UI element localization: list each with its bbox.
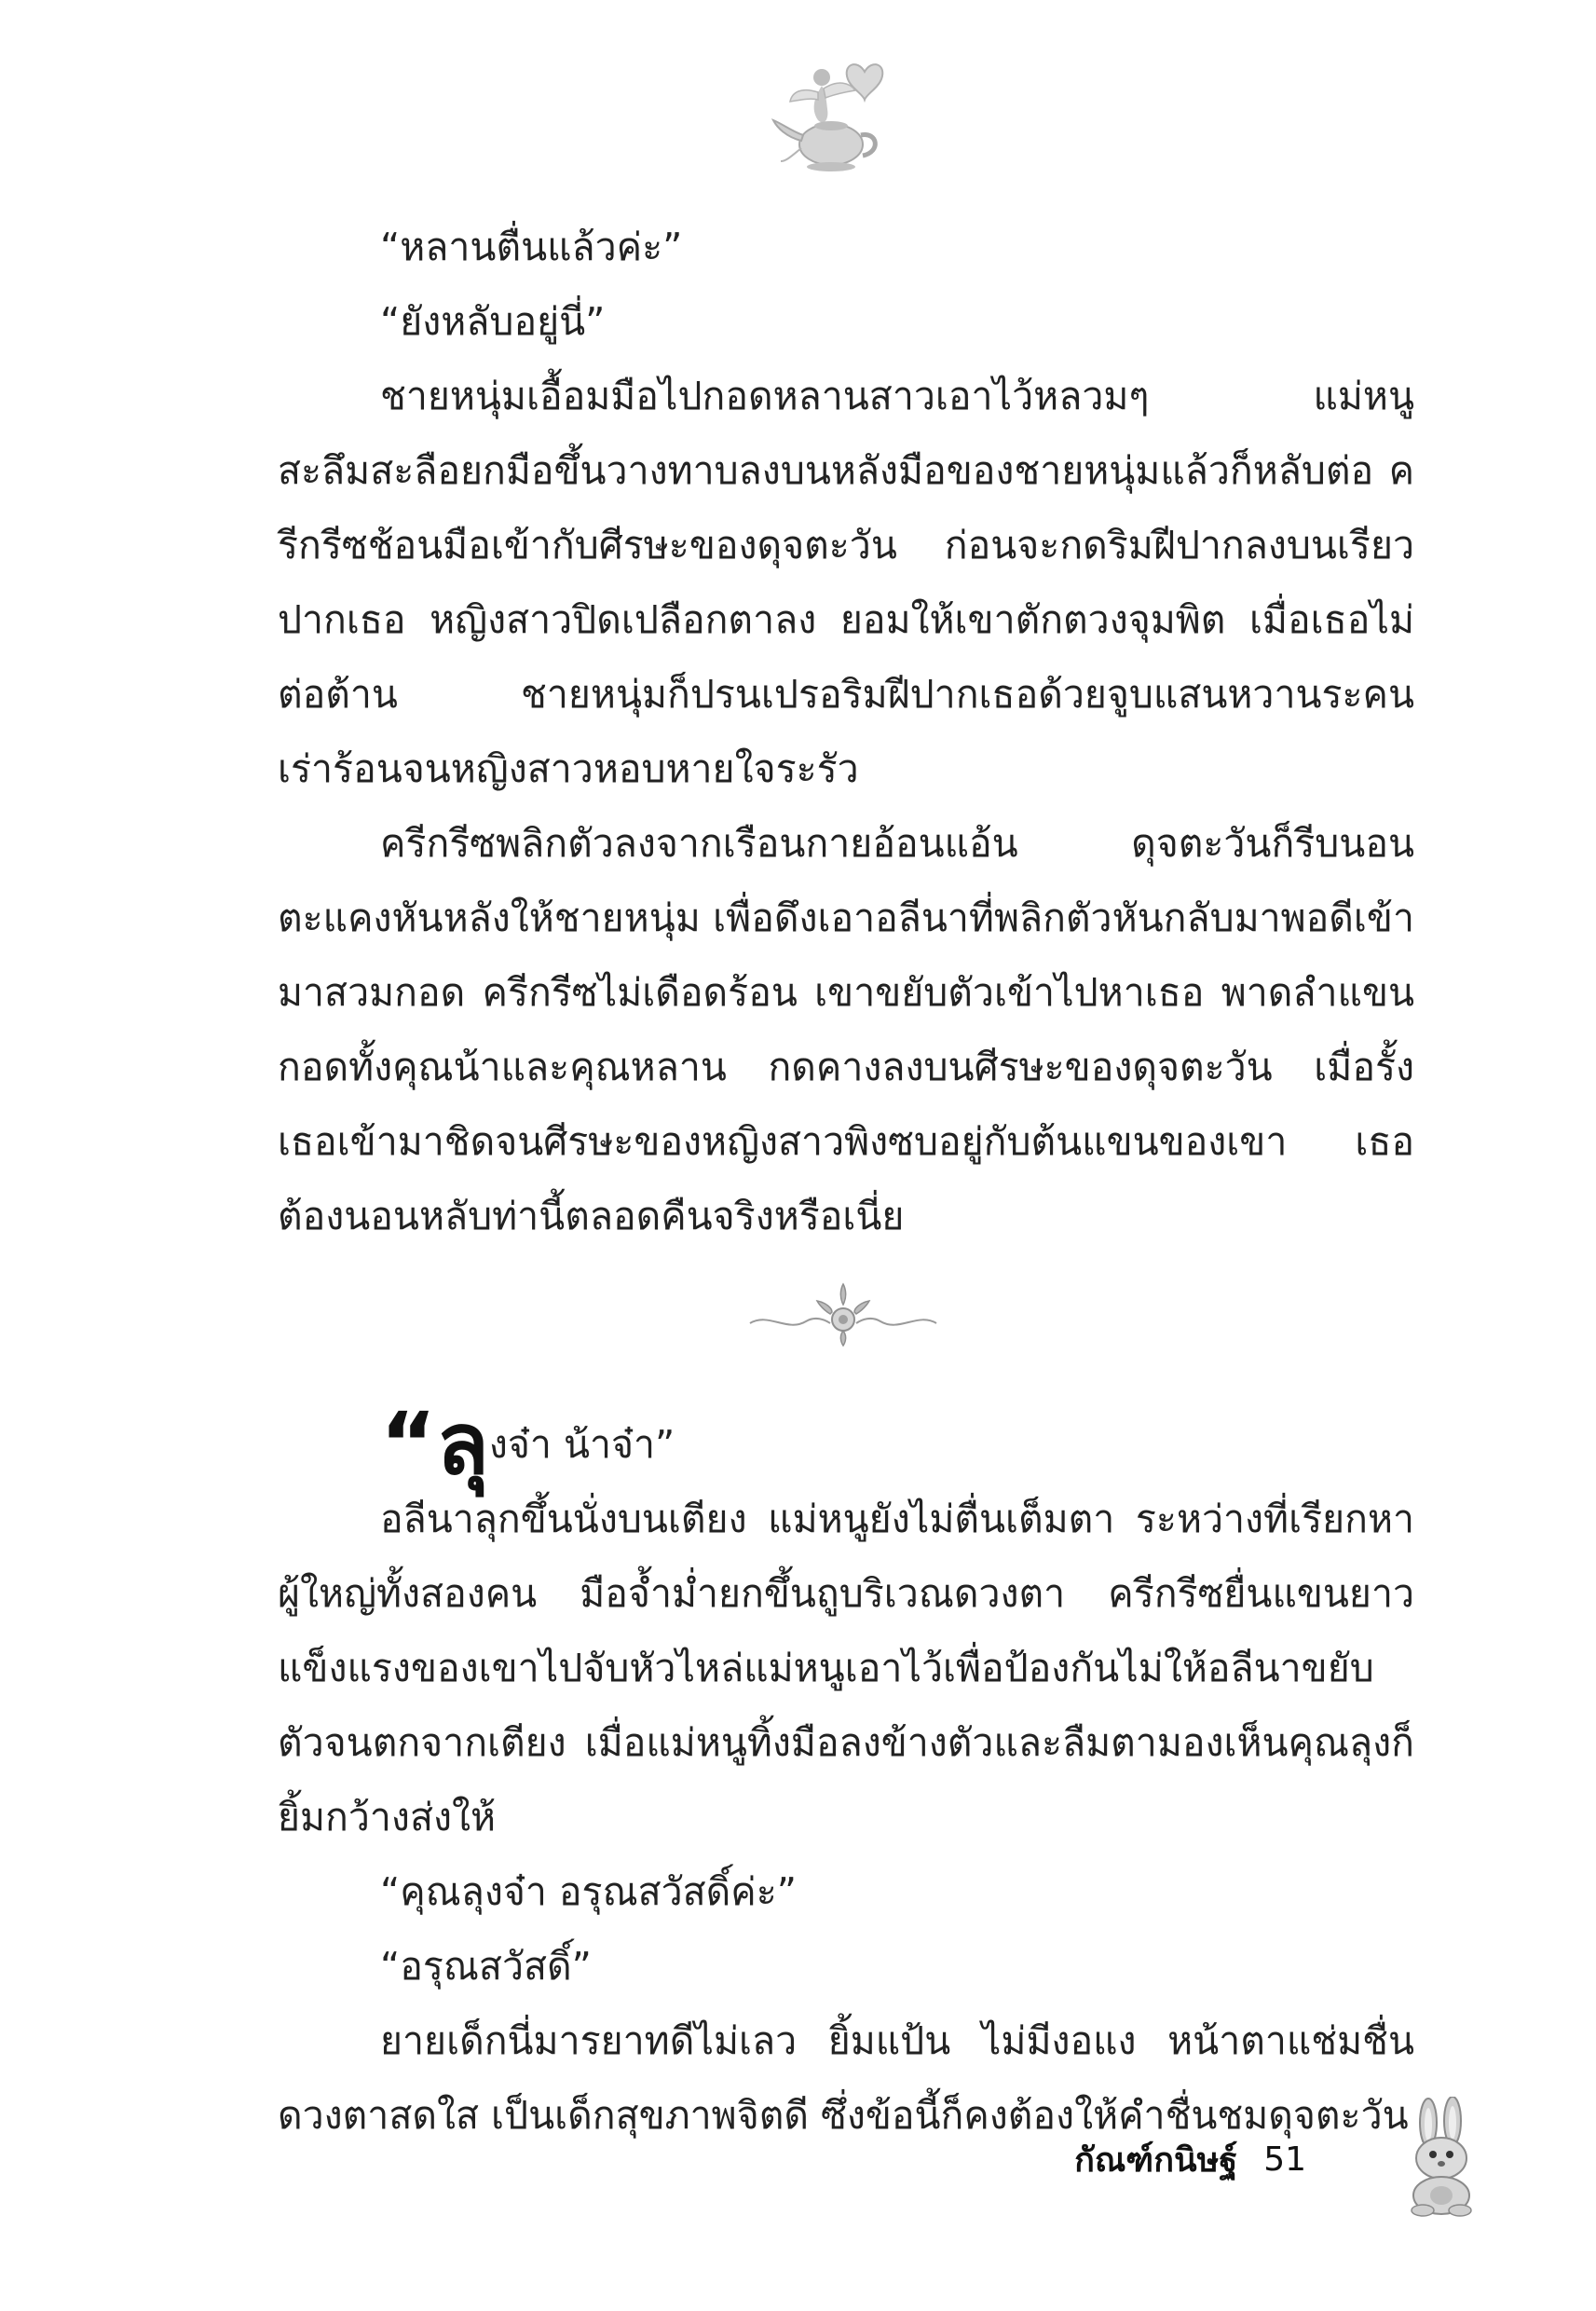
dialog-line: “อรุณสวัสดิ์” <box>380 1944 592 1989</box>
floral-divider-icon <box>741 1277 946 1351</box>
dropcap-line <box>278 1394 1414 1494</box>
dialog-line: “หลานตื่นแล้วค่ะ” <box>380 225 683 269</box>
paragraph: ยายเด็กนี่มารยาทดีไม่เลว ยิ้มแป้น ไม่มีงอแง หน้าตาแช่มชื่น ดวงตาสดใส เป็นเด็กสุขภาพจิตดี ซึ่งข้อนี้ก็คงต้องให้คำชื่นชมดุจตะวัน <box>278 2018 1414 2138</box>
fairy-teapot-icon <box>764 51 904 182</box>
book-title: กัณฑ์กนิษฐ์ <box>1074 2140 1238 2180</box>
page-footer <box>1025 2126 1416 2192</box>
dialog-line: “ยังหลับอยู่นี่” <box>380 299 606 344</box>
dropcap-initial: “ลุ <box>380 1394 489 1494</box>
dropcap-rest: งจ๋า น้าจ๋า” <box>488 1422 675 1467</box>
page-number: 51 <box>1263 2140 1306 2179</box>
paragraph: ชายหนุ่มเอื้อมมือไปกอดหลานสาวเอาไว้หลวมๆ แม่หนูสะลึมสะลือยกมือขึ้นวางทาบลงบนหลังมือของชายหนุ่มแล้วก็หลับต่อ ครีกรีซช้อนมือเข้ากับศีรษะของดุจตะวัน ก่อนจะกดริมฝีปากลงบนเรียวปากเธอ หญิงสาวปิดเปลือกตาลง ยอมให้เขาตักตวงจุมพิต เมื่อเธอไม่ต่อต้าน ชายหนุ่มก็ปรนเปรอริมฝีปากเธอด้วยจูบแสนหวานระคนเร่าร้อนจนหญิงสาวหอบหายใจระรัว <box>278 374 1414 791</box>
text-block-1 <box>278 210 1414 1253</box>
dialog-line: “คุณลุงจ๋า อรุณสวัสดิ์ค่ะ” <box>380 1869 797 1914</box>
text-block-2 <box>278 1394 1414 2153</box>
paragraph: ครีกรีซพลิกตัวลงจากเรือนกายอ้อนแอ้น ดุจตะวันก็รีบนอนตะแคงหันหลังให้ชายหนุ่ม เพื่อดึงเอาอลีนาที่พลิกตัวหันกลับมาพอดีเข้ามาสวมกอด ครีกรีซไม่เดือดร้อน เขาขยับตัวเข้าไปหาเธอ พาดลำแขนกอดทั้งคุณน้าและคุณหลาน กดคางลงบนศีรษะของดุจตะวัน เมื่อรั้งเธอเข้ามาชิดจนศีรษะของหญิงสาวพิงซบอยู่กับต้นแขนของเขา เธอต้องนอนหลับท่านี้ตลอดคืนจริงหรือเนี่ย <box>278 821 1414 1238</box>
bunny-icon <box>1393 2097 1491 2218</box>
paragraph: อลีนาลุกขึ้นนั่งบนเตียง แม่หนูยังไม่ตื่นเต็มตา ระหว่างที่เรียกหาผู้ใหญ่ทั้งสองคน มือจ้ำม่ำยกขึ้นถูบริเวณดวงตา ครีกรีซยื่นแขนยาวแข็งแรงของเขาไปจับหัวไหล่แม่หนูเอาไว้เพื่อป้องกันไม่ให้อลีนาขยับตัวจนตกจากเตียง เมื่อแม่หนูทิ้งมือลงข้างตัวและลืมตามองเห็นคุณลุงก็ยิ้มกว้างส่งให้ <box>278 1497 1414 1839</box>
